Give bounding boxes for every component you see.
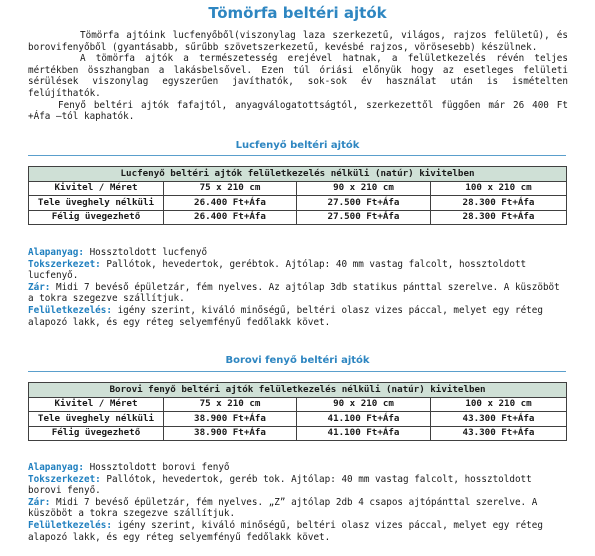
spec-notes-borovi [28, 462, 568, 543]
table-cell: 26.400 Ft+Áfa [164, 196, 297, 211]
table-cell: Félig üvegezhető [29, 426, 164, 441]
section-divider [28, 155, 566, 156]
spec-value: Midi 7 bevéső épületzár, fém nyelves. „Z” ajtólap 2db 4 csapos ajtópánttal szerelve. A küszöböt a tokra szegezve szállítjuk. [28, 496, 538, 520]
spec-label: Alapanyag: [28, 462, 84, 473]
spec-label: Felületkezelés: [28, 519, 112, 531]
table-cell: 38.900 Ft+Áfa [164, 426, 297, 441]
table-header-cell: 75 x 210 cm [164, 397, 297, 412]
spec-line [28, 520, 568, 543]
section-heading-lucfenyo: Lucfenyő beltéri ajtók [235, 140, 360, 151]
page-title: Tömörfa beltéri ajtók [208, 4, 387, 22]
spec-line [28, 305, 568, 328]
spec-label: Felületkezelés: [28, 304, 112, 316]
section-divider [28, 371, 566, 372]
spec-value: Pallótok, hevedertok, geréb tok. Ajtólap: 40 mm vastag falcolt, hossztoldott borovi fenyő. [28, 473, 532, 497]
table-cell: 41.100 Ft+Áfa [297, 426, 431, 441]
table-caption-row [29, 383, 567, 398]
price-table-lucfenyo [28, 166, 567, 225]
spec-value: Pallótok, hevedertok, gerébtok. Ajtólap: 40 mm vastag falcolt, hossztoldott lucfenyő. [28, 258, 527, 282]
spec-notes-lucfenyo [28, 247, 568, 328]
table-cell: Tele üveghely nélküli [29, 412, 164, 427]
table-caption: Borovi fenyő beltéri ajtók felületkezelés nélküli (natúr) kivitelben [29, 383, 567, 398]
table-cell: 27.500 Ft+Áfa [297, 210, 431, 225]
spec-line [28, 462, 568, 474]
spec-line [28, 497, 568, 520]
spec-value: Hossztoldott lucfenyő [83, 247, 208, 258]
table-header-cell: Kivitel / Méret [29, 397, 164, 412]
table-row [29, 412, 567, 427]
table-cell: 28.300 Ft+Áfa [431, 210, 567, 225]
table-cell: 43.300 Ft+Áfa [431, 412, 567, 427]
table-header-cell: 100 x 210 cm [431, 397, 567, 412]
table-cell: 41.100 Ft+Áfa [297, 412, 431, 427]
section-heading-borovi: Borovi fenyő beltéri ajtók [225, 355, 370, 366]
spec-value: Hossztoldott borovi fenyő [83, 462, 230, 473]
table-header-cell: 90 x 210 cm [297, 397, 431, 412]
price-table-borovi [28, 382, 567, 441]
table-cell: 27.500 Ft+Áfa [297, 196, 431, 211]
intro-paragraph: Tömörfa ajtóink lucfenyőből(viszonylag laza szerkezetű, világos, rajzos felületű), és borovifenyőből (gyantásabb, sűrűbb szövetszerkezetű, kevésbé rajzos, vörösesebb) készülnek. [28, 30, 568, 53]
spec-line [28, 247, 568, 259]
spec-value: igény szerint, kiváló minőségű, beltéri olasz vizes páccal, melyet egy réteg alapozó lakk, és egy réteg selyemfényű fedőlakk követ. [28, 304, 543, 328]
table-header-cell: 90 x 210 cm [297, 181, 431, 196]
table-cell: 43.300 Ft+Áfa [431, 426, 567, 441]
spec-label: Zár: [28, 496, 51, 508]
table-cell: 38.900 Ft+Áfa [164, 412, 297, 427]
spec-line [28, 474, 568, 497]
table-header-row [29, 397, 567, 412]
intro-text [28, 30, 568, 123]
intro-paragraph: A tömörfa ajtók a természetesség erejével hatnak, a felületkezelés révén teljes mértékben összhangban a lakásbelsővel. Ezen túl óriási előnyük hogy az esetleges felületi sérülések viszonylag egyszerűen javíthatók, sok-sok év használat után is ismételten felújíthatók. [28, 53, 568, 99]
table-caption: Lucfenyő beltéri ajtók felületkezelés nélküli (natúr) kivitelben [29, 167, 567, 182]
spec-label: Tokszerkezet: [28, 473, 101, 485]
spec-value: Midi 7 bevéső épületzár, fém nyelves. Az ajtólap 3db statikus pánttal szerelve. A küszöböt a tokra szegezve szállítjuk. [28, 281, 560, 305]
table-header-cell: 100 x 210 cm [431, 181, 567, 196]
intro-paragraph: Fenyő beltéri ajtók fafajtól, anyagválogatottságtól, szerkezettől függően már 26 400 Ft +Áfa –tól kaphatók. [28, 99, 568, 123]
table-header-cell: Kivitel / Méret [29, 181, 164, 196]
table-header-row [29, 181, 567, 196]
table-cell: 28.300 Ft+Áfa [431, 196, 567, 211]
spec-line [28, 259, 568, 282]
table-cell: Félig üvegezhető [29, 210, 164, 225]
spec-label: Zár: [28, 281, 51, 293]
spec-label: Alapanyag: [28, 247, 84, 258]
spec-line [28, 282, 568, 305]
table-row [29, 210, 567, 225]
spec-value: igény szerint, kiváló minőségű, beltéri olasz vizes páccal, melyet egy réteg alapozó lakk, és egy réteg selyemfényű fedőlakk követ. [28, 519, 543, 543]
spec-label: Tokszerkezet: [28, 258, 101, 270]
table-row [29, 426, 567, 441]
table-header-cell: 75 x 210 cm [164, 181, 297, 196]
table-caption-row [29, 167, 567, 182]
table-cell: Tele üveghely nélküli [29, 196, 164, 211]
table-cell: 26.400 Ft+Áfa [164, 210, 297, 225]
table-row [29, 196, 567, 211]
